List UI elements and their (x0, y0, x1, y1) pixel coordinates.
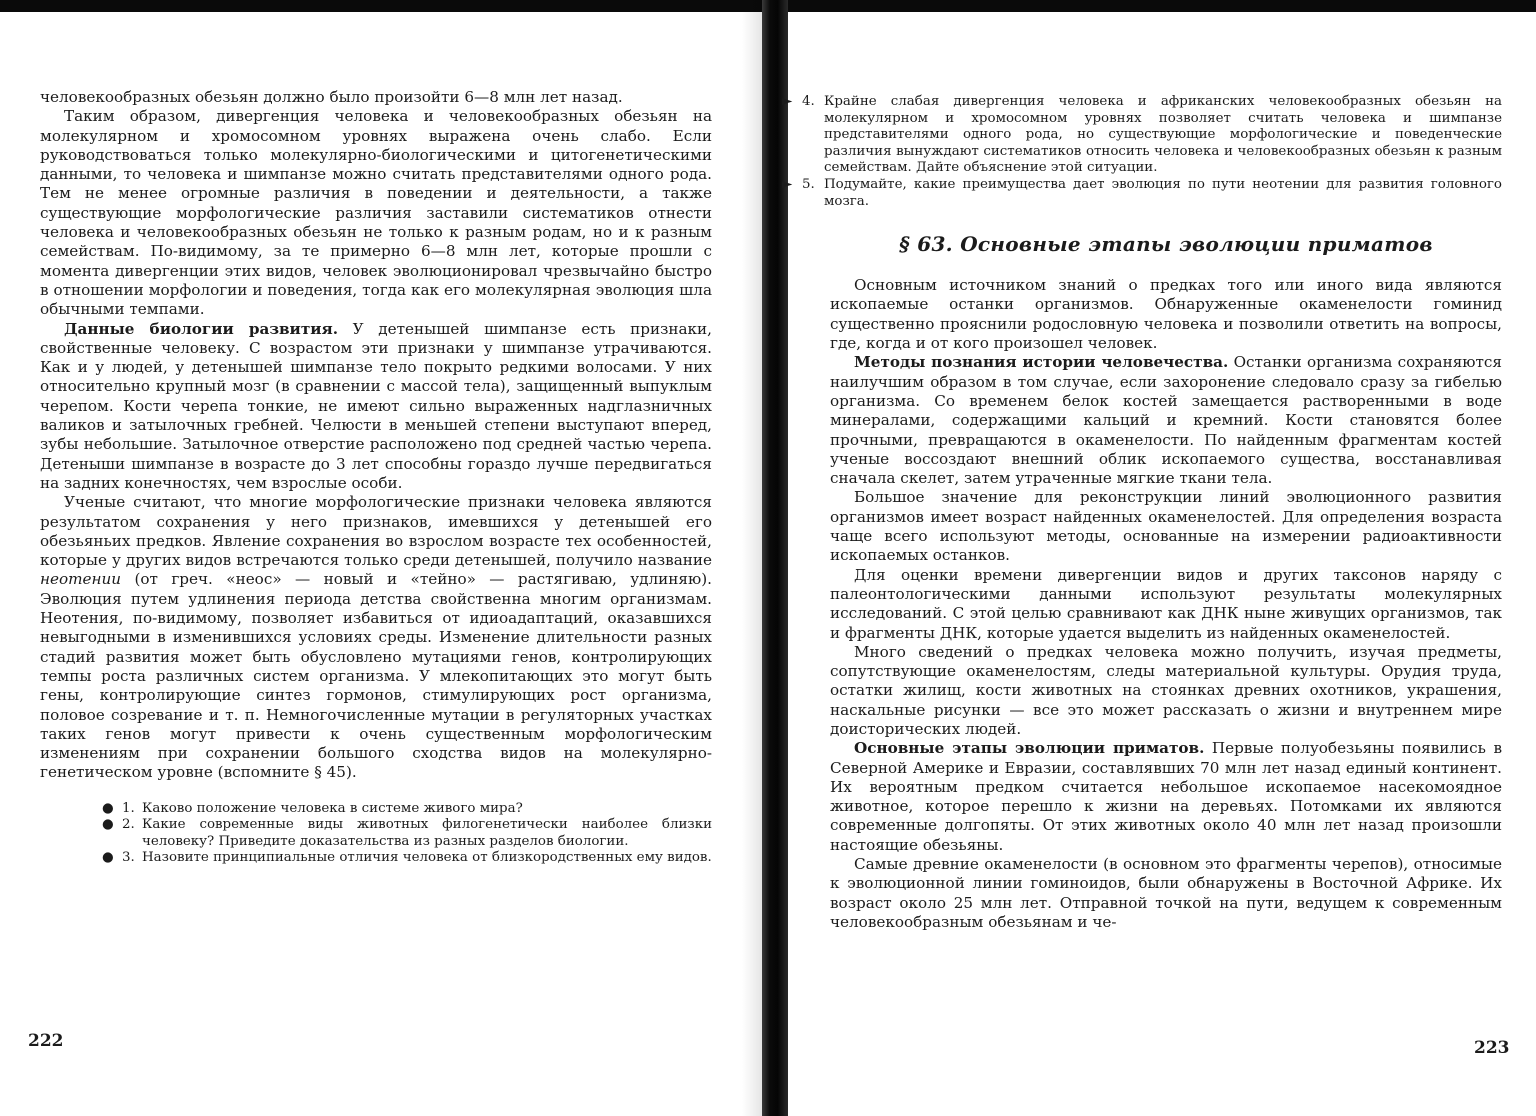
paragraph (830, 739, 1502, 855)
left-page (40, 88, 712, 867)
paragraph-text: (от греч. «неос» — новый и «тейно» — растягиваю, удлиняю). Эволюция путем удлинения периода детства свойственна многим организмам. Неотения, по-видимому, позволяет избавиться от идиоадаптаций, оказавшихся невыгодными в изменившихся условиях среды. Изменение длительности разных стадий развития может быть обусловлено мутациями генов, контролирующих темпы роста различных систем организма. У млекопитающих это могут быть гены, контролирующие синтез гормонов, стимулирующих рост организма, половое созревание и т. п. Немногочисленные мутации в регуляторных участках таких генов могут привести к очень существенным морфологическим изменениям при сохранении большого сходства видов на молекулярно-генетическом уровне (вспомните § 45). (40, 570, 712, 782)
paragraph (40, 88, 712, 107)
paragraph-text: человекообразных обезьян должно было произойти 6—8 млн лет назад. (40, 88, 623, 106)
paragraph (830, 488, 1502, 565)
question-number: 5. (802, 176, 815, 192)
bullet-triangle-icon: ► (782, 94, 793, 109)
section-heading: § 63. Основные этапы эволюции приматов (899, 232, 1433, 257)
paragraph-text: Таким образом, дивергенция человека и человекообразных обезьян на молекулярном и хромосомном уровнях выражена очень слабо. Если руководствоваться только молекулярно-биологическими и цитогенетическими данными, то человека и шимпанзе можно считать представителями одного рода. Тем не менее огромные различия в поведении и деятельности, а также существующие морфологические различия заставили систематиков отнести человека и человекообразных обезьян не только к разным родам, но и к разным семействам. По-видимому, за те примерно 6—8 млн лет, которые прошли с момента дивергенции этих видов, человек эволюционировал чрезвычайно быстро в отношении морфологии и поведения, тогда как его молекулярная эволюция шла обычными темпами. (40, 107, 712, 319)
bullet-circle-icon: ● (102, 850, 114, 866)
section-subheading: Основные этапы эволюции приматов. (854, 739, 1205, 758)
paragraph (830, 855, 1502, 932)
question-item (40, 817, 712, 850)
question-item (712, 177, 1502, 210)
page-number-right: 223 (1474, 1038, 1510, 1058)
page-number-left: 222 (28, 1031, 64, 1051)
question-text: Какие современные виды животных филогенетически наиболее близки человеку? Приведите доказательства из разных разделов биологии. (142, 817, 712, 849)
paragraph-text: Первые полуобезьяны появились в Северной Америке и Евразии, составлявших 70 млн лет назад единый континент. Их вероятным предком считается небольшое ископаемое насекомоядное животное, которое перешло к жизни на деревьях. Потомками их являются современные долгопяты. От этих животных около 40 млн лет назад произошли настоящие обезьяны. (830, 739, 1502, 854)
left-page-body (40, 88, 712, 783)
question-item (40, 801, 712, 818)
paragraph-text: Основным источником знаний о предках того или иного вида являются ископаемые останки организмов. Обнаруженные окаменелости гоминид существенно прояснили родословную человека и позволили ответить на вопросы, где, когда и от кого произошел человек. (830, 276, 1502, 353)
bullet-circle-icon: ● (102, 800, 114, 816)
paragraph (830, 353, 1502, 488)
paragraph-text: У детенышей шимпанзе есть признаки, свойственные человеку. С возрастом эти признаки у шимпанзе утрачиваются. Как и у людей, у детенышей шимпанзе тело покрыто редкими волосами. У них относительно крупный мозг (в сравнении с массой тела), защищенный выпуклым черепом. Кости черепа тонкие, не имеют сильно выраженных надглазничных валиков и затылочных гребней. Челюсти в меньшей степени выступают вперед, зубы небольшие. Затылочное отверстие расположено под средней частью черепа. Детеныши шимпанзе в возрасте до 3 лет способны гораздо лучше передвигаться на задних конечностях, чем взрослые особи. (40, 319, 713, 492)
question-item (40, 850, 712, 867)
question-number: 3. (122, 850, 135, 866)
question-text: Каково положение человека в системе живого мира? (142, 800, 523, 816)
question-number: 4. (802, 94, 815, 109)
question-number: 1. (122, 800, 135, 816)
review-questions (712, 94, 1502, 210)
paragraph (830, 276, 1502, 353)
paragraph (40, 493, 712, 782)
right-page (782, 94, 1502, 932)
paragraph-text: Ученые считают, что многие морфологические признаки человека являются результатом сохранения у него признаков, имевшихся у детенышей его обезьяньих предков. Явление сохранения во взрослом возрасте тех особенностей, которые у других видов встречаются только среди детенышей, получило название (40, 493, 712, 570)
question-number: 2. (122, 817, 135, 833)
review-questions (40, 801, 712, 867)
question-item (712, 94, 1502, 177)
term-italic: неотении (40, 570, 122, 589)
paragraph-text: Самые древние окаменелости (в основном это фрагменты черепов), относимые к эволюционной линии гоминоидов, были обнаружены в Восточной Африке. Их возраст около 25 млн лет. Отправной точкой на пути, ведущем к современным человекообразным обезьянам и че- (830, 855, 1502, 931)
paragraph (830, 643, 1502, 739)
question-text: Подумайте, какие преимущества дает эволюция по пути неотении для развития головного мозга. (824, 176, 1502, 209)
bullet-circle-icon: ● (102, 817, 114, 833)
paragraph-text: Много сведений о предках человека можно получить, изучая предметы, сопутствующие окаменелостям, следы материальной культуры. Орудия труда, остатки жилищ, кости животных на стоянках древних охотников, украшения, наскальные рисунки — все это может рассказать о жизни и внутреннем мире доисторических людей. (830, 642, 1502, 738)
paragraph-text: Останки организма сохраняются наилучшим образом в том случае, если захоронение следовало сразу за гибелью организма. Со временем белок костей замещается растворенными в воде минералами, содержащими кальций и кремний. Кости становятся более прочными, превращаются в окаменелости. По найденным фрагментам костей ученые воссоздают внешний облик ископаемого существа, восстанавливая сначала скелет, затем утраченные мягкие ткани тела. (830, 353, 1502, 488)
paragraph (40, 320, 712, 494)
section-subheading: Данные биологии развития. (64, 319, 339, 338)
paragraph (830, 566, 1502, 643)
section-subheading: Методы познания истории человечества. (854, 353, 1229, 372)
question-text: Крайне слабая дивергенция человека и африканских человекообразных обезьян на молекулярном и хромосомном уровнях позволяет считать человека и шимпанзе представителями одного рода, но существующие морфологические и поведенческие различия вынуждают систематиков относить человека и человекообразных обезьян к разным семействам. Дайте объяснение этой ситуации. (824, 94, 1502, 176)
question-text: Назовите принципиальные отличия человека от близкородственных ему видов. (142, 850, 712, 866)
bullet-triangle-icon: ► (782, 176, 793, 192)
paragraph-text: Для оценки времени дивергенции видов и других таксонов наряду с палеонтологическими данными используют результаты молекулярных исследований. С этой целью сравнивают как ДНК ныне живущих организмов, так и фрагменты ДНК, которые удается выделить из найденных окаменелостей. (830, 565, 1502, 642)
right-page-body (830, 276, 1502, 932)
paragraph (40, 107, 712, 319)
paragraph-text: Большое значение для реконструкции линий эволюционного развития организмов имеет возраст найденных окаменелостей. Для определения возраста чаще всего используют методы, основанные на измерении радиоактивности ископаемых останков. (830, 488, 1502, 565)
